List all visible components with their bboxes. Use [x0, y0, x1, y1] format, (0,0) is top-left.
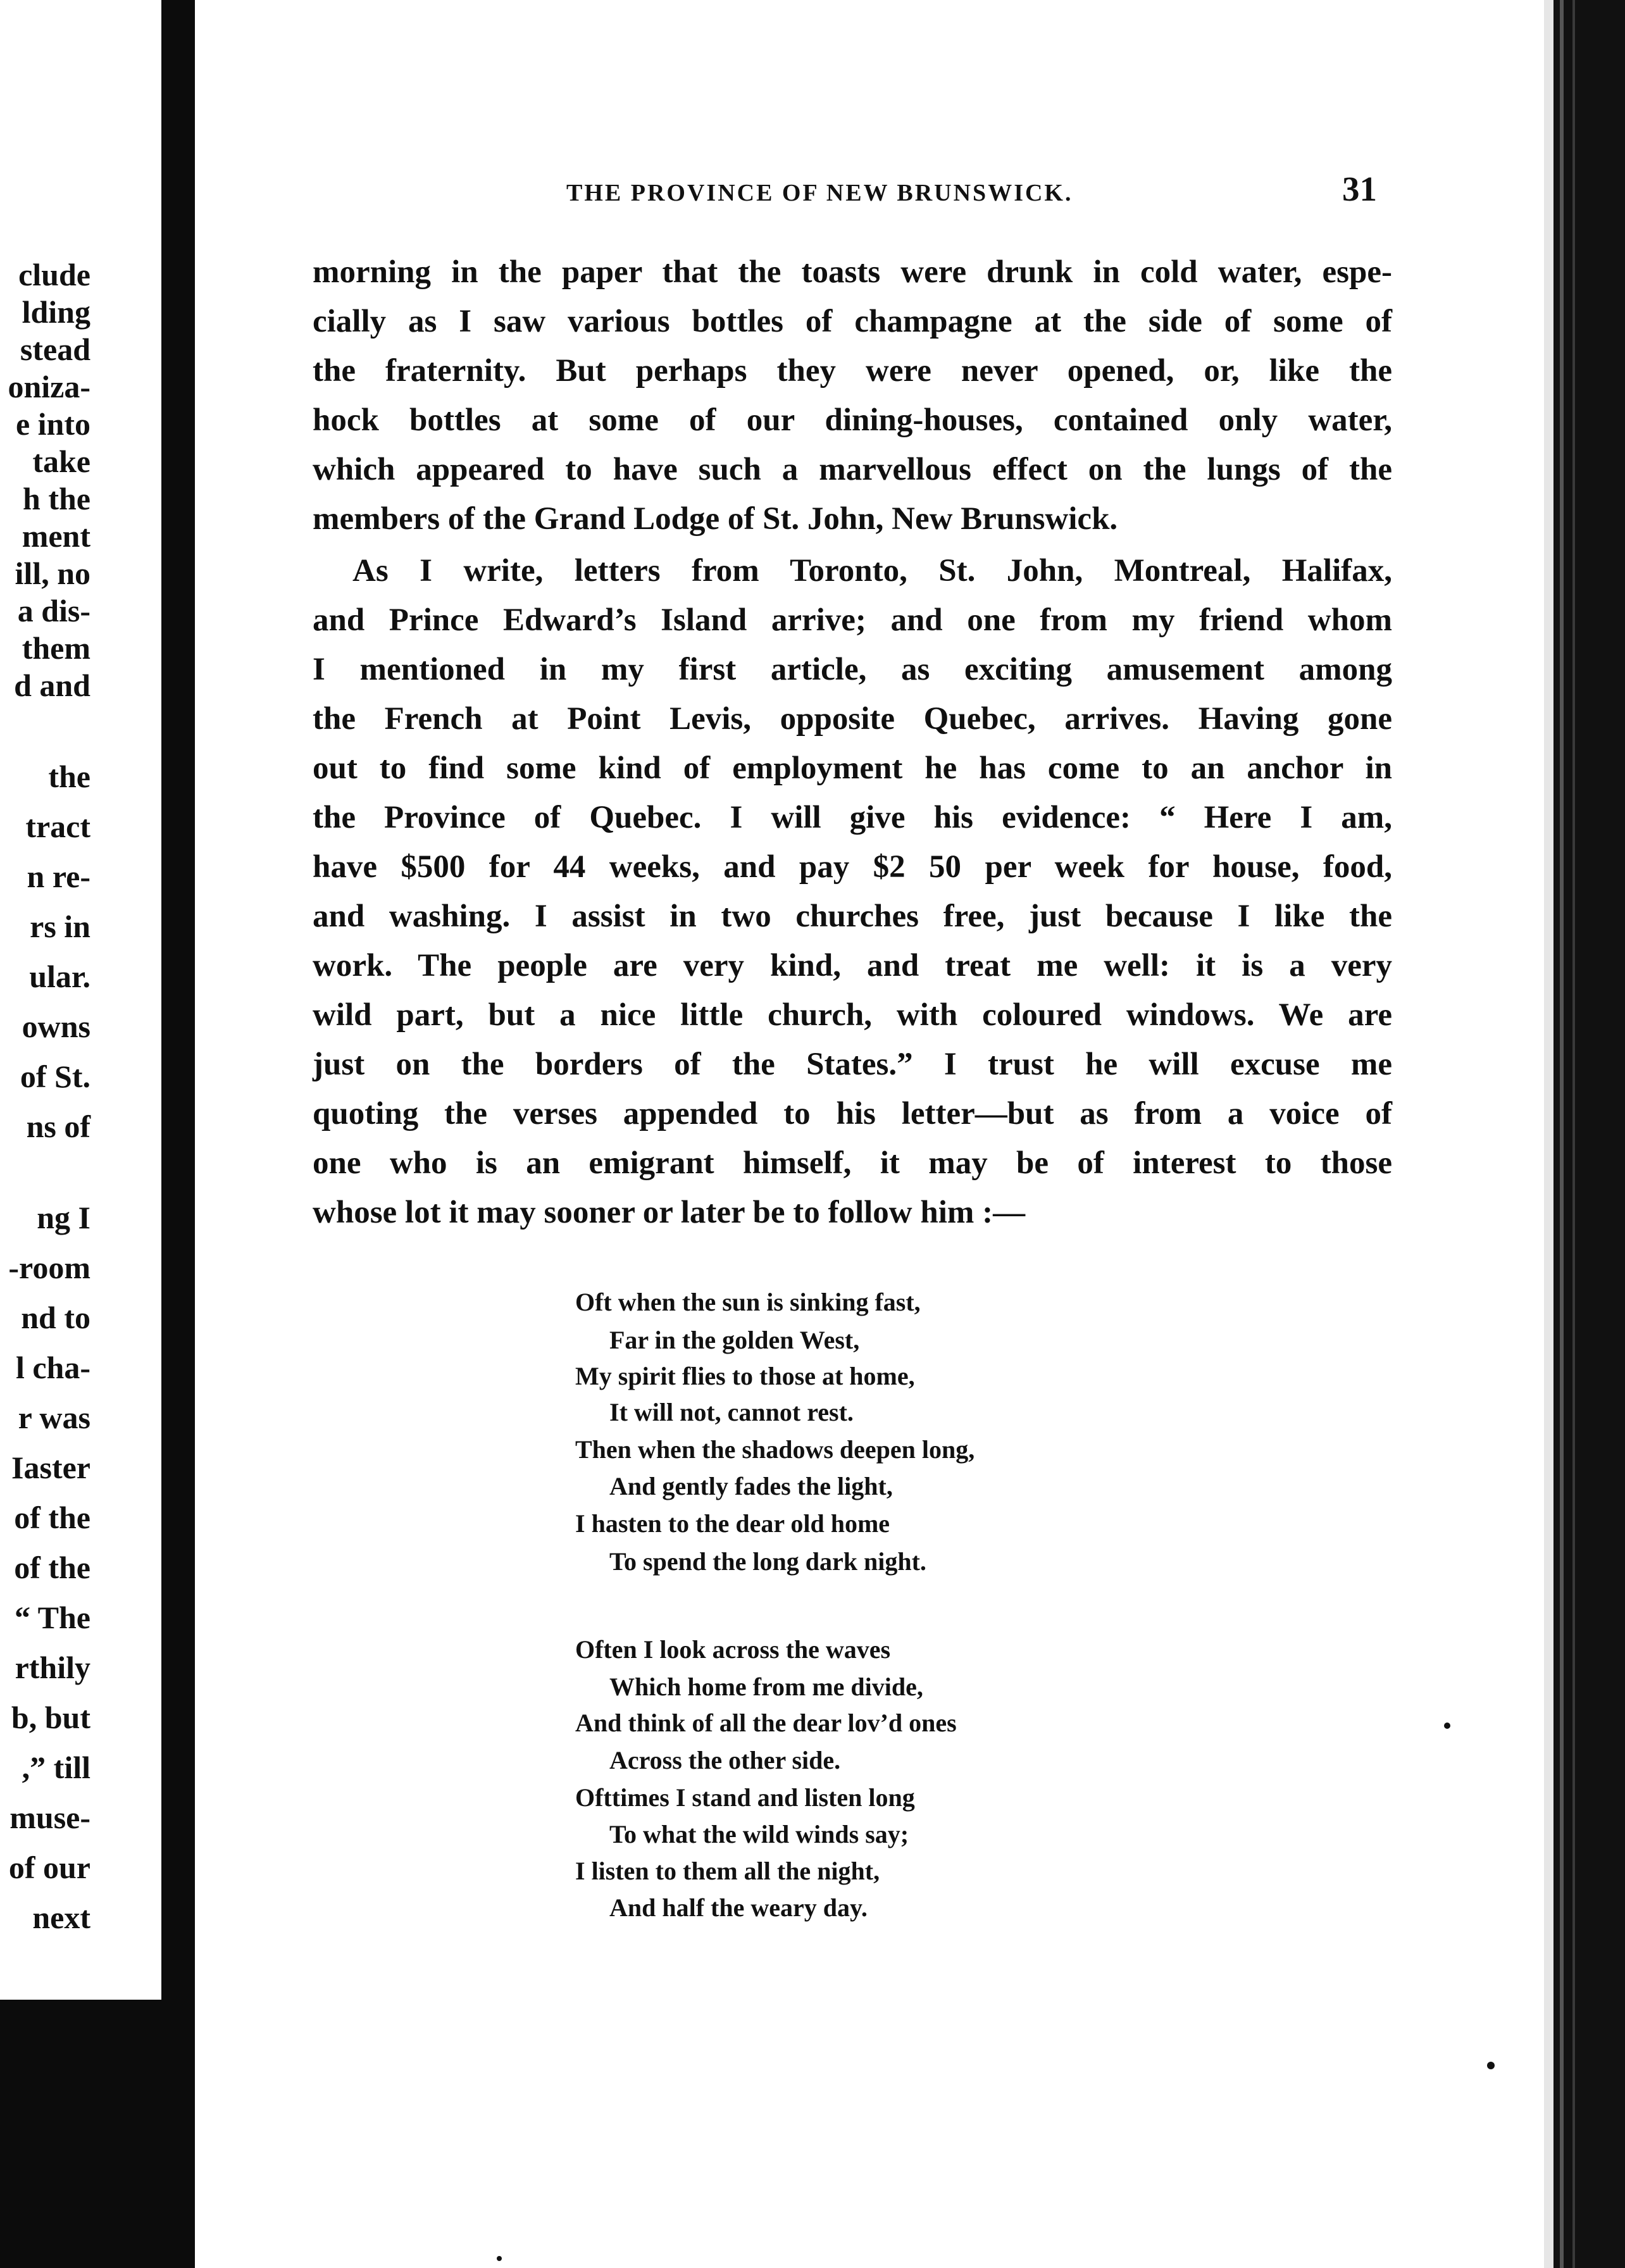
- poem-line: Which home from me divide,: [609, 1673, 923, 1701]
- facing-line: stead: [20, 332, 90, 367]
- text-line: work. The people are very kind, and treat me well: it is a very: [313, 948, 1392, 983]
- poem-line: To spend the long dark night.: [609, 1547, 926, 1576]
- facing-line: them: [22, 630, 90, 666]
- facing-line: ular.: [29, 959, 90, 994]
- scan-speck: [1444, 1723, 1450, 1729]
- facing-line: nd to: [21, 1300, 90, 1335]
- text-line: hock bottles at some of our dining-houses, contained only water,: [313, 402, 1392, 438]
- poem-line: Ofttimes I stand and listen long: [575, 1783, 915, 1812]
- poem-line: And think of all the dear lov’d ones: [575, 1709, 957, 1737]
- text-line: I mentioned in my first article, as exciting amusement among: [313, 652, 1392, 687]
- facing-line: of St.: [20, 1059, 90, 1094]
- facing-line: clude: [18, 257, 90, 292]
- facing-line: tract: [25, 809, 90, 844]
- facing-line: rthily: [15, 1650, 90, 1685]
- facing-line: the: [48, 759, 90, 794]
- facing-line: b, but: [11, 1700, 90, 1735]
- text-line: As I write, letters from Toronto, St. John, Montreal, Halifax,: [352, 553, 1392, 589]
- facing-line: “ The: [15, 1600, 90, 1635]
- running-head: THE PROVINCE OF NEW BRUNSWICK.: [566, 180, 1073, 206]
- facing-line: oniza-: [8, 369, 90, 404]
- text-line: and Prince Edward’s Island arrive; and one from my friend whom: [313, 602, 1392, 638]
- facing-line: a dis-: [17, 593, 90, 628]
- poem-line: And half the weary day.: [609, 1893, 868, 1922]
- text-line: members of the Grand Lodge of St. John, New Brunswick.: [313, 501, 1118, 537]
- text-line: quoting the verses appended to his letter—but as from a voice of: [313, 1096, 1392, 1131]
- poem-line: Far in the golden West,: [609, 1326, 860, 1354]
- facing-line: lding: [22, 294, 90, 330]
- text-line: and washing. I assist in two churches free, just because I like the: [313, 899, 1392, 934]
- text-line: out to find some kind of employment he has come to an anchor in: [313, 751, 1392, 786]
- page-edge: [1544, 0, 1553, 2268]
- facing-line: d and: [14, 668, 90, 703]
- facing-page-fragment: [0, 0, 161, 2000]
- facing-line: Iaster: [11, 1450, 90, 1485]
- text-line: the fraternity. But perhaps they were never opened, or, like the: [313, 353, 1392, 389]
- poem-line: To what the wild winds say;: [609, 1820, 909, 1848]
- poem-line: Oft when the sun is sinking fast,: [575, 1288, 921, 1316]
- facing-line: n re-: [27, 859, 90, 894]
- text-line: wild part, but a nice little church, with coloured windows. We are: [313, 997, 1392, 1033]
- facing-line: l cha-: [15, 1350, 90, 1385]
- facing-line: of the: [14, 1550, 90, 1585]
- poem-line: Across the other side.: [609, 1746, 841, 1774]
- facing-line: h the: [23, 481, 90, 516]
- poem-line: It will not, cannot rest.: [609, 1398, 854, 1426]
- facing-line: take: [32, 444, 90, 479]
- text-line: whose lot it may sooner or later be to follow him :—: [313, 1195, 1026, 1230]
- poem-line: Often I look across the waves: [575, 1635, 891, 1664]
- text-line: morning in the paper that the toasts were drunk in cold water, espe-: [313, 254, 1392, 290]
- facing-line: next: [32, 1900, 90, 1935]
- text-line: cially as I saw various bottles of champagne at the side of some of: [313, 304, 1392, 339]
- scan-speck: [1487, 2062, 1495, 2069]
- facing-line: muse-: [9, 1800, 90, 1835]
- book-gutter-shadow: [161, 0, 195, 2268]
- text-line: one who is an emigrant himself, it may be of interest to those: [313, 1145, 1392, 1181]
- poem-line: My spirit flies to those at home,: [575, 1362, 915, 1390]
- page-number: 31: [1342, 170, 1377, 208]
- text-line: the Province of Quebec. I will give his evidence: “ Here I am,: [313, 800, 1392, 835]
- text-line: the French at Point Levis, opposite Quebec, arrives. Having gone: [313, 701, 1392, 737]
- facing-line: ment: [22, 518, 90, 554]
- facing-line: rs in: [30, 909, 90, 944]
- poem-line: I listen to them all the night,: [575, 1857, 880, 1885]
- scan-border-shadow: [0, 2000, 195, 2268]
- book-edge-shadow: [1553, 0, 1625, 2268]
- facing-line: owns: [22, 1009, 90, 1044]
- facing-line: r was: [18, 1400, 90, 1435]
- text-line: have $500 for 44 weeks, and pay $2 50 per week for house, food,: [313, 849, 1392, 885]
- facing-line: of the: [14, 1500, 90, 1535]
- facing-line: e into: [15, 406, 90, 442]
- facing-line: -room: [8, 1250, 90, 1285]
- facing-line: ill, no: [15, 556, 90, 591]
- facing-line: ,” till: [22, 1750, 90, 1785]
- poem-line: I hasten to the dear old home: [575, 1509, 890, 1538]
- text-line: which appeared to have such a marvellous effect on the lungs of the: [313, 452, 1392, 487]
- facing-line: ng I: [37, 1200, 90, 1235]
- facing-line: of our: [8, 1850, 90, 1885]
- facing-line: ns of: [26, 1109, 90, 1144]
- poem-line: And gently fades the light,: [609, 1472, 893, 1500]
- poem-line: Then when the shadows deepen long,: [575, 1435, 975, 1464]
- text-line: just on the borders of the States.” I trust he will excuse me: [313, 1047, 1392, 1082]
- scan-speck: [497, 2256, 502, 2261]
